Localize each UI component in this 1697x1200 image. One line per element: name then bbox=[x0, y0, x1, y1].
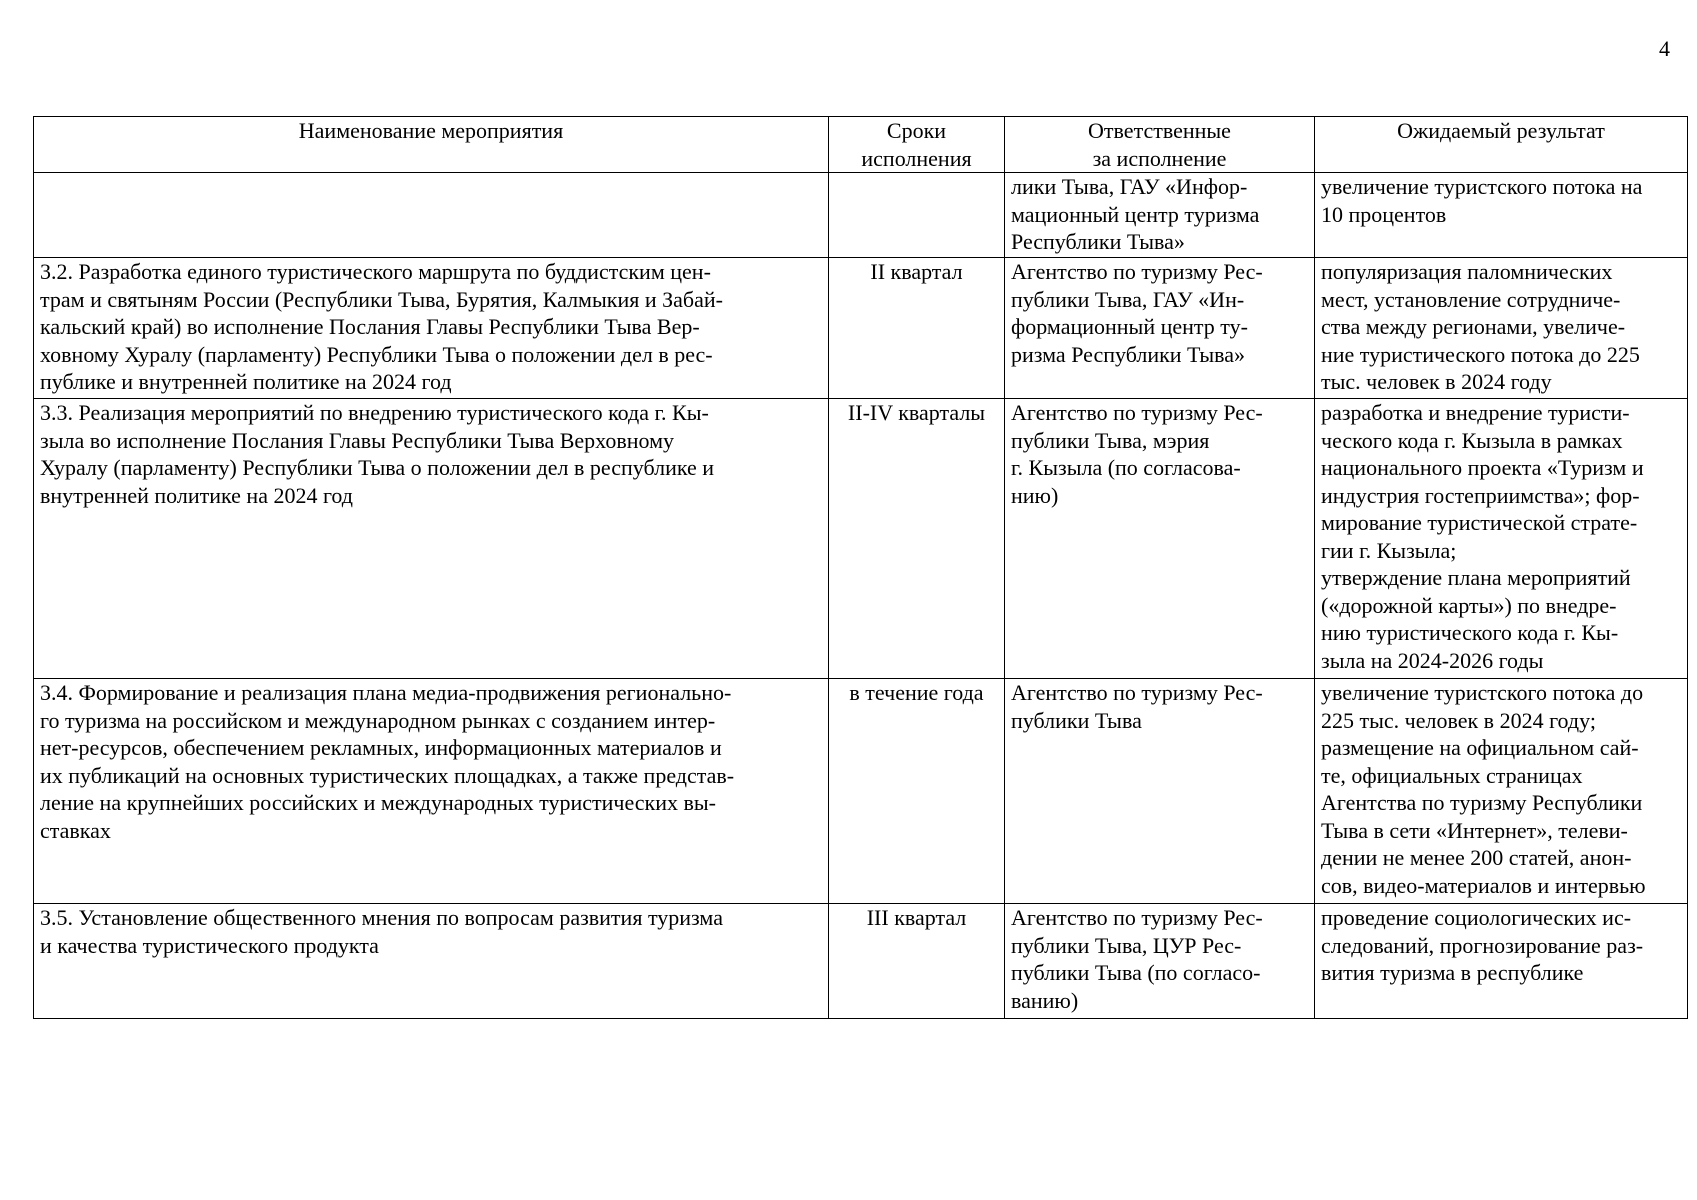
cell-result bbox=[1315, 173, 1688, 258]
text-line: нет-ресурсов, обеспечением рекламных, информационных материалов и bbox=[40, 735, 722, 760]
cell-period bbox=[829, 258, 1005, 399]
text-line: II квартал bbox=[870, 259, 963, 284]
text-line: нию) bbox=[1011, 482, 1059, 508]
header-period-line: исполнения bbox=[861, 145, 972, 171]
table-row bbox=[34, 258, 1688, 399]
text-line: ванию) bbox=[1011, 987, 1079, 1013]
table-row bbox=[34, 679, 1688, 904]
action-plan-table bbox=[33, 116, 1688, 1019]
text-line: ризма Республики Тыва» bbox=[1011, 341, 1246, 367]
text-line: следований, прогнозирование раз- bbox=[1321, 932, 1644, 958]
text-line: зыла во исполнение Послания Главы Республики Тыва Верховному bbox=[40, 427, 675, 453]
cell-period bbox=[829, 173, 1005, 258]
text-line: тыс. человек в 2024 году bbox=[1321, 369, 1552, 394]
cell-responsible bbox=[1005, 679, 1315, 904]
table-row bbox=[34, 399, 1688, 679]
cell-period bbox=[829, 679, 1005, 904]
text-line: ства между регионами, увеличе- bbox=[1321, 314, 1626, 339]
text-line: гии г. Кызыла; bbox=[1321, 537, 1457, 563]
text-line: ставках bbox=[40, 817, 111, 843]
cell-name bbox=[34, 173, 829, 258]
text-line: увеличение туристского потока на bbox=[1321, 174, 1643, 199]
cell-name bbox=[34, 399, 829, 679]
text-line: мест, установление сотрудниче- bbox=[1321, 286, 1621, 312]
text-line: в течение года bbox=[849, 680, 984, 705]
text-line: разработка и внедрение туристи- bbox=[1321, 400, 1630, 425]
cell-responsible bbox=[1005, 399, 1315, 679]
header-name bbox=[34, 117, 829, 173]
text-line: те, официальных страницах bbox=[1321, 762, 1583, 788]
text-line: популяризация паломнических bbox=[1321, 259, 1613, 284]
text-line: дении не менее 200 статей, анон- bbox=[1321, 845, 1632, 870]
page-number: 4 bbox=[1659, 36, 1670, 61]
text-line: публики Тыва, мэрия bbox=[1011, 427, 1210, 453]
text-line: ховному Хуралу (парламенту) Республики Тыва о положении дел в рес- bbox=[40, 341, 713, 367]
header-responsible-line: Ответственные bbox=[1088, 118, 1231, 143]
text-line: мационный центр туризма bbox=[1011, 201, 1260, 227]
text-line: их публикаций на основных туристических площадках, а также представ- bbox=[40, 762, 735, 788]
text-line: Тыва в сети «Интернет», телеви- bbox=[1321, 817, 1628, 843]
header-period bbox=[829, 117, 1005, 173]
text-line: Агентство по туризму Рес- bbox=[1011, 259, 1263, 284]
text-line: формационный центр ту- bbox=[1011, 314, 1248, 339]
header-responsible bbox=[1005, 117, 1315, 173]
header-result bbox=[1315, 117, 1688, 173]
cell-name bbox=[34, 679, 829, 904]
text-line: го туризма на российском и международном рынках с созданием интер- bbox=[40, 707, 716, 733]
header-name-label: Наименование мероприятия bbox=[298, 118, 564, 143]
text-line: Агентства по туризму Республики bbox=[1321, 790, 1643, 815]
text-line: размещение на официальном сай- bbox=[1321, 735, 1639, 760]
text-line: III квартал bbox=[866, 905, 967, 930]
text-line: 3.3. Реализация мероприятий по внедрению туристического кода г. Кы- bbox=[40, 400, 709, 425]
text-line: 10 процентов bbox=[1321, 201, 1447, 227]
text-line: Хуралу (парламенту) Республики Тыва о положении дел в республике и bbox=[40, 455, 715, 480]
cell-result bbox=[1315, 399, 1688, 679]
cell-period bbox=[829, 904, 1005, 1019]
text-line: увеличение туристского потока до bbox=[1321, 680, 1644, 705]
text-line: Республики Тыва» bbox=[1011, 229, 1185, 254]
cell-responsible bbox=[1005, 173, 1315, 258]
text-line: индустрия гостеприимства»; фор- bbox=[1321, 482, 1640, 508]
text-line: Агентство по туризму Рес- bbox=[1011, 400, 1263, 425]
text-line: Агентство по туризму Рес- bbox=[1011, 680, 1263, 705]
text-line: 3.2. Разработка единого туристического маршрута по буддистским цен- bbox=[40, 259, 711, 284]
cell-result bbox=[1315, 904, 1688, 1019]
text-line: сов, видео-материалов и интервью bbox=[1321, 872, 1646, 898]
text-line: нию туристического кода г. Кы- bbox=[1321, 620, 1619, 645]
text-line: и качества туристического продукта bbox=[40, 932, 379, 958]
text-line: 225 тыс. человек в 2024 году; bbox=[1321, 707, 1596, 733]
text-line: утверждение плана мероприятий bbox=[1321, 565, 1631, 590]
text-line: 3.4. Формирование и реализация плана медиа-продвижения регионально- bbox=[40, 680, 732, 705]
text-line: 3.5. Установление общественного мнения по вопросам развития туризма bbox=[40, 905, 723, 930]
text-line: («дорожной карты») по внедре- bbox=[1321, 592, 1617, 618]
cell-responsible bbox=[1005, 258, 1315, 399]
cell-period bbox=[829, 399, 1005, 679]
text-line: публики Тыва bbox=[1011, 707, 1142, 733]
cell-name bbox=[34, 258, 829, 399]
text-line: лики Тыва, ГАУ «Инфор- bbox=[1011, 174, 1248, 199]
text-line: публики Тыва, ГАУ «Ин- bbox=[1011, 286, 1245, 312]
header-result-label: Ожидаемый результат bbox=[1397, 118, 1605, 143]
text-line: зыла на 2024-2026 годы bbox=[1321, 647, 1544, 673]
text-line: ление на крупнейших российских и международных туристических вы- bbox=[40, 790, 716, 815]
cell-name bbox=[34, 904, 829, 1019]
table-row bbox=[34, 904, 1688, 1019]
text-line: внутренней политике на 2024 год bbox=[40, 482, 353, 508]
cell-result bbox=[1315, 258, 1688, 399]
text-line: публики Тыва (по согласо- bbox=[1011, 960, 1261, 985]
text-line: мирование туристической страте- bbox=[1321, 510, 1638, 535]
text-line: публики Тыва, ЦУР Рес- bbox=[1011, 932, 1242, 958]
header-period-line: Сроки bbox=[886, 118, 947, 143]
table-row bbox=[34, 173, 1688, 258]
text-line: кальский край) во исполнение Послания Главы Республики Тыва Вер- bbox=[40, 314, 700, 339]
cell-result bbox=[1315, 679, 1688, 904]
text-line: II-IV кварталы bbox=[847, 400, 986, 425]
text-line: публике и внутренней политике на 2024 год bbox=[40, 369, 452, 394]
text-line: вития туризма в республике bbox=[1321, 960, 1584, 985]
header-responsible-line: за исполнение bbox=[1092, 145, 1227, 171]
text-line: Агентство по туризму Рес- bbox=[1011, 905, 1263, 930]
cell-responsible bbox=[1005, 904, 1315, 1019]
text-line: трам и святыням России (Республики Тыва, Бурятия, Калмыкия и Забай- bbox=[40, 286, 723, 312]
text-line: ческого кода г. Кызыла в рамках bbox=[1321, 427, 1623, 453]
text-line: проведение социологических ис- bbox=[1321, 905, 1632, 930]
text-line: национального проекта «Туризм и bbox=[1321, 455, 1644, 480]
table-header-row bbox=[34, 117, 1688, 173]
text-line: ние туристического потока до 225 bbox=[1321, 341, 1640, 367]
text-line: г. Кызыла (по согласова- bbox=[1011, 455, 1241, 480]
